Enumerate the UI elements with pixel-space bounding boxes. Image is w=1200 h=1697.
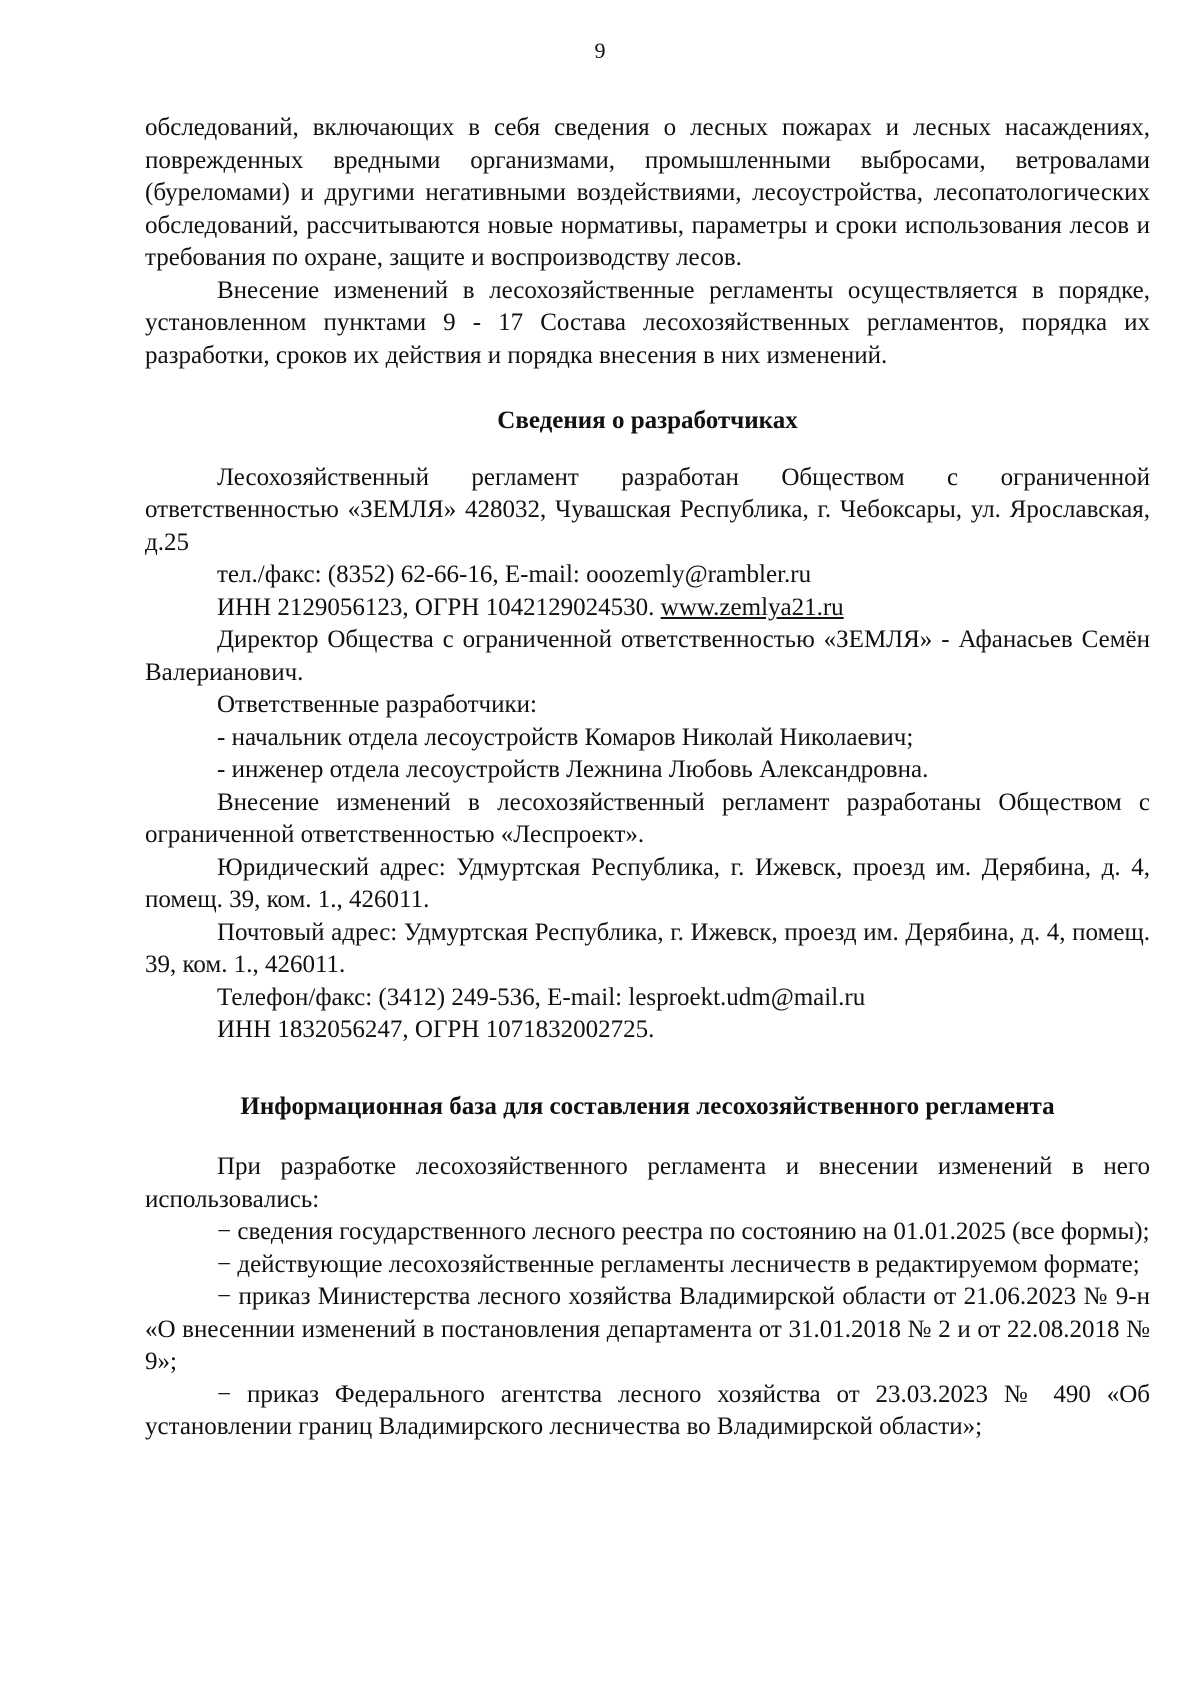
- responsible-item: - инженер отдела лесоустройств Лежнина Любовь Александровна.: [217, 756, 929, 783]
- developer-inn-line: [145, 592, 1150, 625]
- infobase-heading: Информационная база для составления лесохозяйственного регламента: [240, 1092, 1055, 1120]
- director-paragraph: Директор Общества с ограниченной ответственностью «ЗЕМЛЯ» - Афанасьев Семён Валерианович.: [145, 626, 1150, 686]
- infobase-list-item: − сведения государственного лесного реестра по состоянию на 01.01.2025 (все формы);: [217, 1218, 1150, 1245]
- developers-heading: Сведения о разработчиках: [497, 407, 798, 434]
- responsible-item: - начальник отдела лесоустройств Комаров Николай Николаевич;: [217, 723, 914, 751]
- developer-website-link[interactable]: www.zemlya21.ru: [660, 593, 844, 621]
- lesproekt-inn: ИНН 1832056247, ОГРН 1071832002725.: [217, 1016, 655, 1043]
- infobase-list-item: − приказ Федерального агентства лесного хозяйства от 23.03.2023 № 490 «Об установлении границ Владимирского лесничества во Владимирской области»;: [145, 1380, 1150, 1440]
- developer-paragraph: Лесохозяйственный регламент разработан Обществом с ограниченной ответственностью «ЗЕМЛЯ» 428032, Чувашская Республика, г. Чебоксары, ул. Ярославская, д.25: [145, 463, 1150, 556]
- lesproekt-phone: Телефон/факс: (3412) 249-536, E-mail: lesproekt.udm@mail.ru: [217, 983, 866, 1011]
- page-content: [145, 112, 1150, 1444]
- intro-paragraph-amendments: Внесение изменений в лесохозяйственные регламенты осуществляется в порядке, установленном пунктами 9 - 17 Состава лесохозяйственных регламентов, порядка их разработки, сроков их действия и порядка внесения в них изменений.: [145, 276, 1150, 369]
- infobase-list-item: − действующие лесохозяйственные регламенты лесничеств в редактируемом формате;: [217, 1250, 1140, 1278]
- page-number: 9: [594, 38, 606, 63]
- developer-inn: ИНН 2129056123, ОГРН 1042129024530.: [217, 593, 661, 621]
- infobase-list-item: − приказ Министерства лесного хозяйства Владимирской области от 21.06.2023 № 9-н «О внесеннии изменений в постановления департамента от 31.01.2018 № 2 и от 22.08.2018 № 9»;: [145, 1283, 1150, 1375]
- responsible-title: Ответственные разработчики:: [217, 691, 537, 718]
- developer-phone: тел./факс: (8352) 62-66-16, E-mail: ooozemly@rambler.ru: [217, 561, 812, 588]
- postal-address: Почтовый адрес: Удмуртская Республика, г. Ижевск, проезд им. Дерябина, д. 4, помещ. 39, ком. 1., 426011.: [145, 918, 1150, 978]
- intro-paragraph-continued: обследований, включающих в себя сведения о лесных пожарах и лесных насаждениях, поврежденных вредными организмами, промышленными выбросами, ветровалами (буреломами) и другими негативными воздействиями, лесоустройства, лесопатологических обследований, рассчитываются новые нормативы, параметры и сроки использования лесов и требования по охране, защите и воспроизводству лесов.: [145, 114, 1150, 271]
- changes-paragraph: Внесение изменений в лесохозяйственный регламент разработаны Обществом с ограниченной ответственностью «Леспроект».: [145, 788, 1150, 848]
- legal-address: Юридический адрес: Удмуртская Республика, г. Ижевск, проезд им. Дерябина, д. 4, помещ. 39, ком. 1., 426011.: [145, 853, 1150, 913]
- infobase-intro: При разработке лесохозяйственного регламента и внесении изменений в него использовались:: [145, 1153, 1150, 1213]
